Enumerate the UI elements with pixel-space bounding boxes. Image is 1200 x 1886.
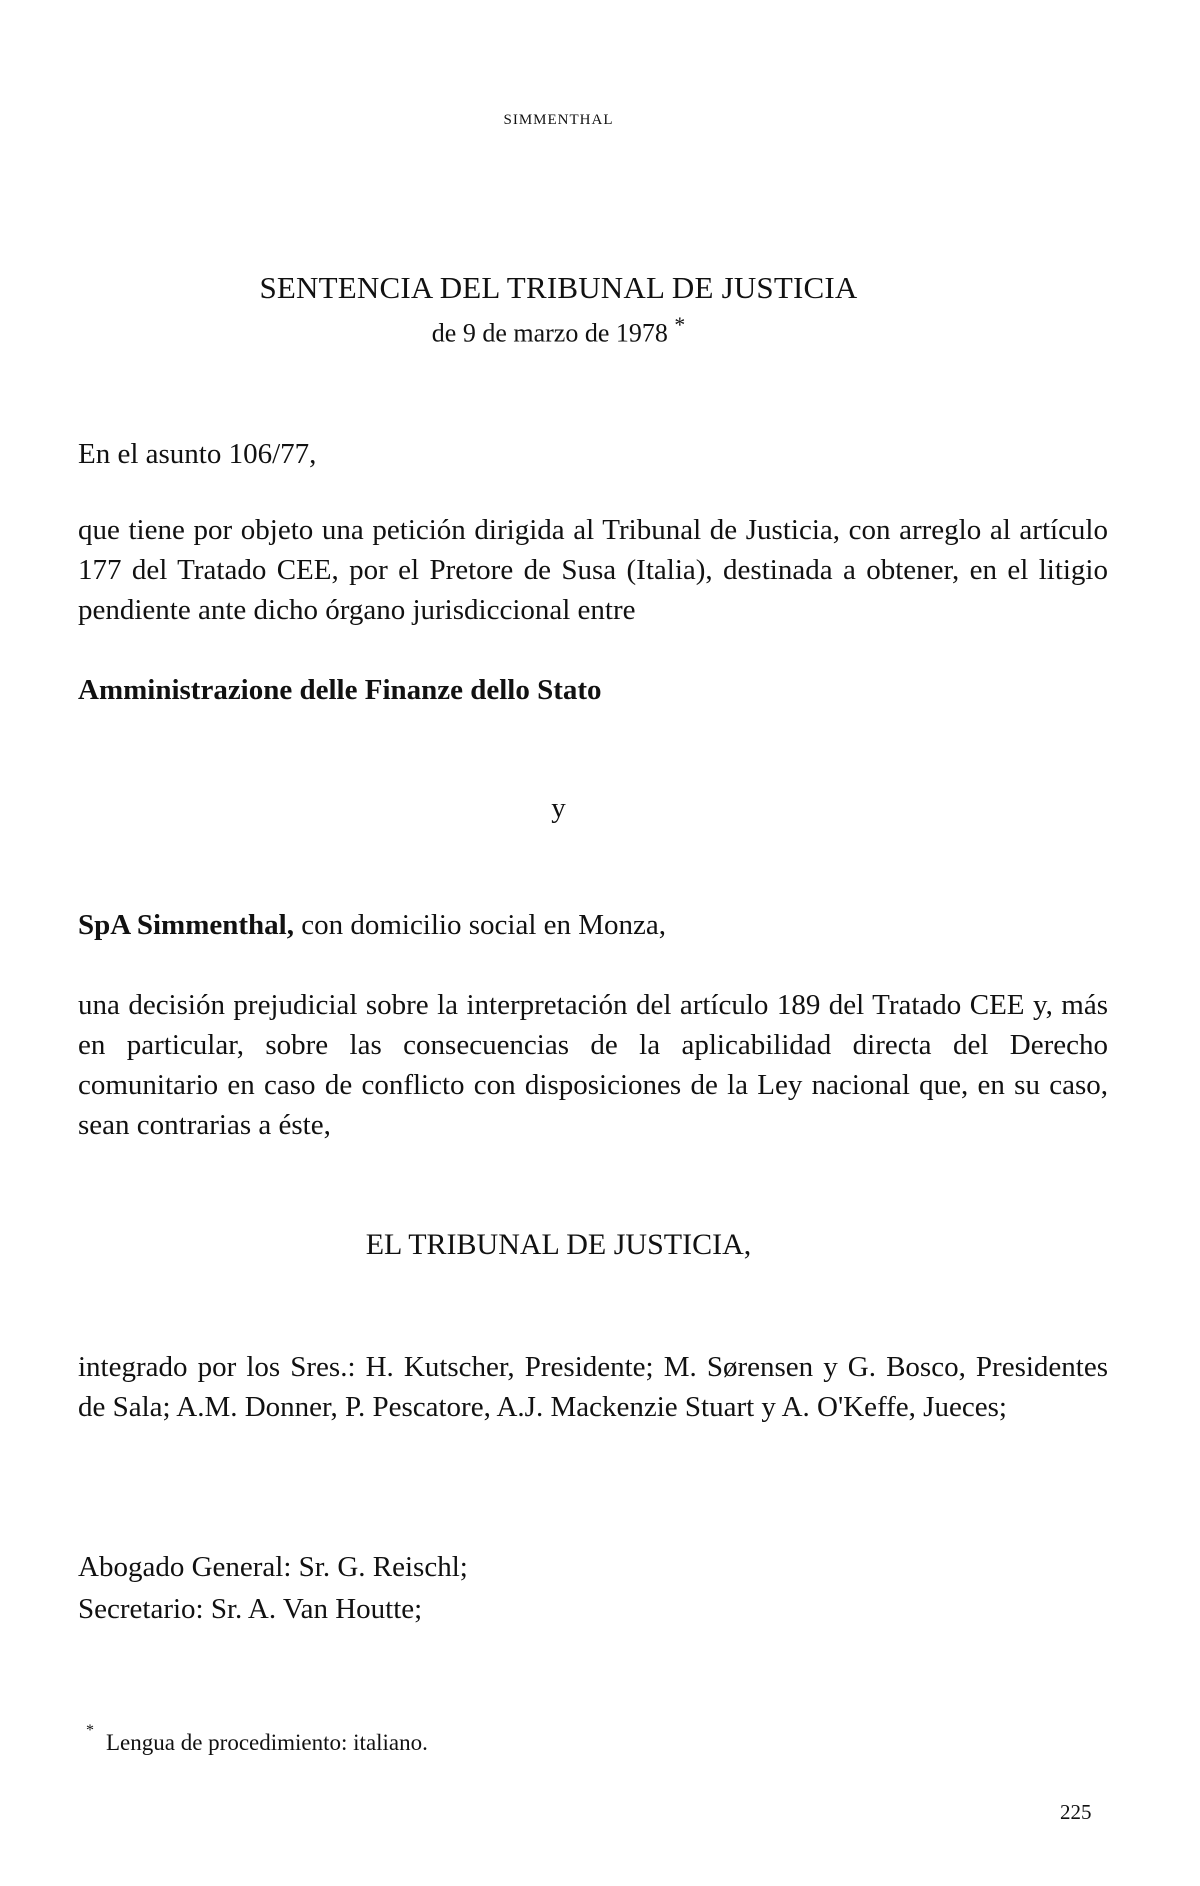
party-defendant-name: SpA Simmenthal, (78, 909, 294, 941)
footnote-mark: * (86, 1722, 94, 1739)
conjunction: y (551, 792, 566, 824)
court-heading: EL TRIBUNAL DE JUSTICIA, (365, 1228, 752, 1261)
judgment-title: SENTENCIA DEL TRIBUNAL DE JUSTICIA (259, 270, 858, 305)
party-applicant: Amministrazione delle Finanze dello Stato (78, 674, 602, 706)
footnote-reference: * (674, 313, 686, 337)
footnote-text: Lengua de procedimiento: italiano. (106, 1730, 428, 1755)
court-officers (78, 1546, 1108, 1630)
footnote (86, 1722, 428, 1756)
case-reference: En el asunto 106/77, (78, 438, 317, 470)
party-defendant-details: con domicilio social en Monza, (293, 909, 667, 941)
party-defendant (78, 905, 1108, 945)
running-head: SIMMENTHAL (503, 112, 614, 128)
intro-paragraph: que tiene por objeto una petición dirigida al Tribunal de Justicia, con arreglo al artículo 177 del Tratado CEE, por el Pretore de Susa (Italia), destinada a obtener, en el litigio pendiente ante dicho órgano jurisdiccional entre (78, 514, 1108, 626)
object-paragraph: una decisión prejudicial sobre la interpretación del artículo 189 del Tratado CEE y, más en particular, sobre las consecuencias de la aplicabilidad directa del Derecho comunitario en caso de conflicto con disposiciones de la Ley nacional que, en su caso, sean contrarias a éste, (78, 989, 1108, 1141)
page-number: 225 (1060, 1800, 1092, 1824)
registrar: Secretario: Sr. A. Van Houtte; (78, 1593, 423, 1625)
judgment-date (0, 313, 1117, 349)
court-composition: integrado por los Sres.: H. Kutscher, Presidente; M. Sørensen y G. Bosco, Presidentes de Sala; A.M. Donner, P. Pescatore, A.J. Mackenzie Stuart y A. O'Keffe, Jueces; (78, 1351, 1108, 1423)
advocate-general: Abogado General: Sr. G. Reischl; (78, 1551, 468, 1583)
judgment-date-text: de 9 de marzo de 1978 (431, 318, 668, 348)
